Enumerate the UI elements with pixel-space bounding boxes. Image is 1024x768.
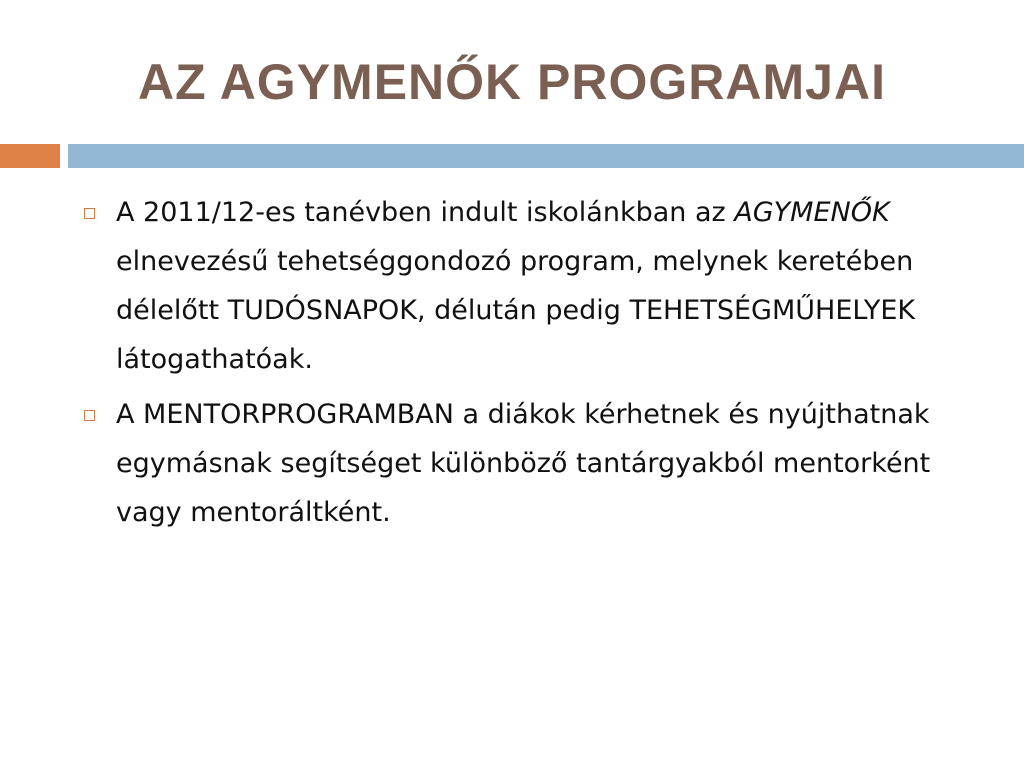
bullet-text-before: A 2011/12-es tanévben indult iskolánkban az: [116, 197, 735, 228]
bullet-text: A MENTORPROGRAMBAN a diákok kérhetnek és nyújthatnak egymásnak segítséget különböző tantárgyakból mentorként vagy mentoráltként.: [116, 399, 931, 528]
bullet-item-2: [82, 390, 982, 537]
program-name-emphasis: AGYMENŐK: [734, 197, 890, 228]
bullet-item-1: [82, 188, 982, 384]
square-bullet-icon: [84, 410, 95, 421]
accent-bar: [0, 144, 60, 168]
square-bullet-icon: [84, 208, 95, 219]
title-divider-bar: [68, 144, 1024, 168]
bullet-list: [82, 188, 982, 543]
slide-title: AZ AGYMENŐK PROGRAMJAI: [138, 54, 886, 110]
bullet-text-after: elnevezésű tehetséggondozó program, melynek keretében délelőtt TUDÓSNAPOK, délután pedig TEHETSÉGMŰHELYEK látogathatóak.: [116, 246, 916, 375]
